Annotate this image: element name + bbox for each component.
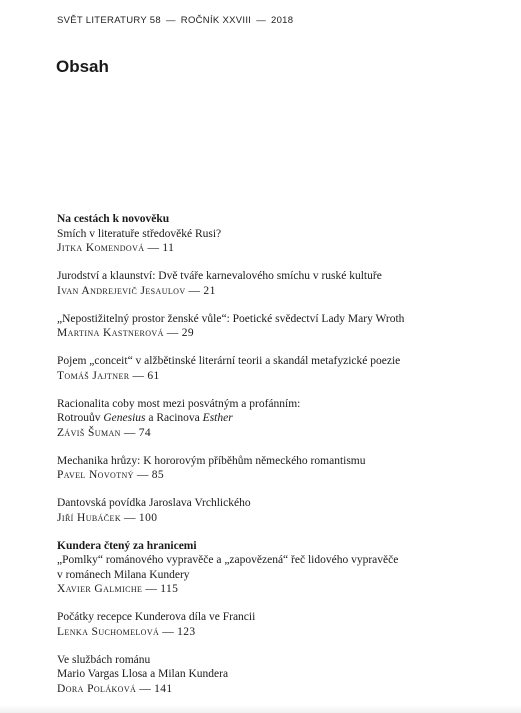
author-line	[57, 369, 497, 384]
work-title: Esther	[202, 412, 233, 424]
article-title-continued	[57, 411, 497, 426]
toc-list	[57, 212, 497, 710]
page-number: 100	[138, 511, 158, 524]
author-name: Záviš Šuman	[57, 426, 121, 439]
toc-entry	[57, 212, 497, 256]
author-name: Jitka Komendová	[57, 242, 145, 254]
toc-entry	[57, 539, 497, 597]
dash: —	[139, 682, 152, 695]
page-number: 141	[154, 682, 173, 695]
author-name: Lenka Suchomelová	[57, 625, 160, 638]
author-name: Xavier Galmiche	[57, 583, 143, 595]
article-title: Mechanika hrůzy: K hororovým příběhům německého romantismu	[57, 454, 366, 467]
year: 2018	[271, 15, 294, 26]
page-number: 29	[181, 327, 195, 339]
toc-entry	[57, 454, 497, 483]
dash: —	[162, 625, 175, 638]
page-number: 123	[177, 625, 196, 638]
author-name: Martina Kastnerová	[57, 327, 164, 339]
toc-entry	[57, 610, 497, 639]
article-title: „Pomlky“ románového vypravěče a „zapovězená“ řeč lidového vypravěče	[57, 554, 399, 566]
toc-entry	[57, 496, 497, 525]
page-number: 61	[147, 369, 160, 382]
author-line	[57, 426, 497, 441]
section-heading: Kundera čtený za hranicemi	[57, 539, 197, 552]
running-head-separator: —	[256, 15, 267, 26]
article-title: Jurodství a klaunství: Dvě tváře karnevalového smíchu v ruské kultuře	[57, 270, 382, 282]
article-title-continued: v románech Milana Kundery	[57, 568, 190, 581]
dash: —	[124, 511, 136, 524]
article-title: Racionalita coby most mezi posvátným a profánním:	[57, 397, 301, 410]
volume: ROČNÍK XXVIII	[180, 15, 252, 26]
page-title: Obsah	[56, 57, 109, 76]
dash: —	[123, 426, 136, 439]
article-title: Pojem „conceit“ v alžbětinské literární teorii a skandál metafyzické poezie	[57, 355, 401, 367]
page-number: 85	[151, 469, 165, 481]
dash: —	[147, 242, 160, 254]
work-title: Genesius	[103, 412, 146, 424]
dash: —	[132, 369, 145, 382]
author-line	[57, 511, 497, 526]
article-title-continued: Mario Vargas Llosa a Milan Kundera	[57, 668, 229, 680]
toc-entry	[57, 653, 497, 697]
author-line	[57, 241, 497, 256]
article-title: Smích v literatuře středověké Rusi?	[57, 227, 222, 240]
title-text: a Racinova	[145, 412, 203, 424]
toc-entry	[57, 312, 497, 341]
article-title: „Nepostižitelný prostor ženské vůle“: Poetické svědectví Lady Mary Wroth	[57, 312, 405, 325]
section-heading: Na cestách k novověku	[57, 213, 170, 225]
page-number: 11	[162, 242, 175, 254]
page-edge-shadow	[0, 705, 521, 713]
dash: —	[136, 469, 149, 481]
author-line	[57, 326, 497, 341]
dash: —	[188, 284, 201, 297]
journal-name: SVĚT LITERATURY 58	[57, 15, 161, 26]
dash: —	[145, 583, 158, 595]
author-name: Dora Poláková	[57, 682, 137, 695]
author-name: Pavel Novotný	[57, 469, 134, 481]
article-title: Ve službách románu	[57, 653, 151, 666]
toc-entry	[57, 269, 497, 298]
toc-entry	[57, 397, 497, 441]
running-head	[57, 15, 293, 26]
title-text: Rotrouův	[57, 412, 104, 424]
author-line	[57, 468, 497, 483]
author-line	[57, 625, 497, 640]
article-title: Počátky recepce Kunderova díla ve Francii	[57, 611, 256, 623]
running-head-separator: —	[165, 15, 176, 26]
page-number: 74	[138, 426, 152, 439]
dash: —	[166, 327, 179, 339]
author-name: Jiří Hubáček	[57, 511, 122, 524]
page-number: 21	[203, 284, 216, 297]
author-name: Ivan Andrejevič Jesaulov	[57, 284, 186, 297]
toc-entry	[57, 354, 497, 383]
page-number: 115	[160, 583, 179, 595]
author-line	[57, 582, 497, 597]
author-name: Tomáš Jajtner	[57, 369, 130, 382]
author-line	[57, 284, 497, 299]
article-title: Dantovská povídka Jaroslava Vrchlického	[57, 497, 251, 509]
author-line	[57, 682, 497, 697]
